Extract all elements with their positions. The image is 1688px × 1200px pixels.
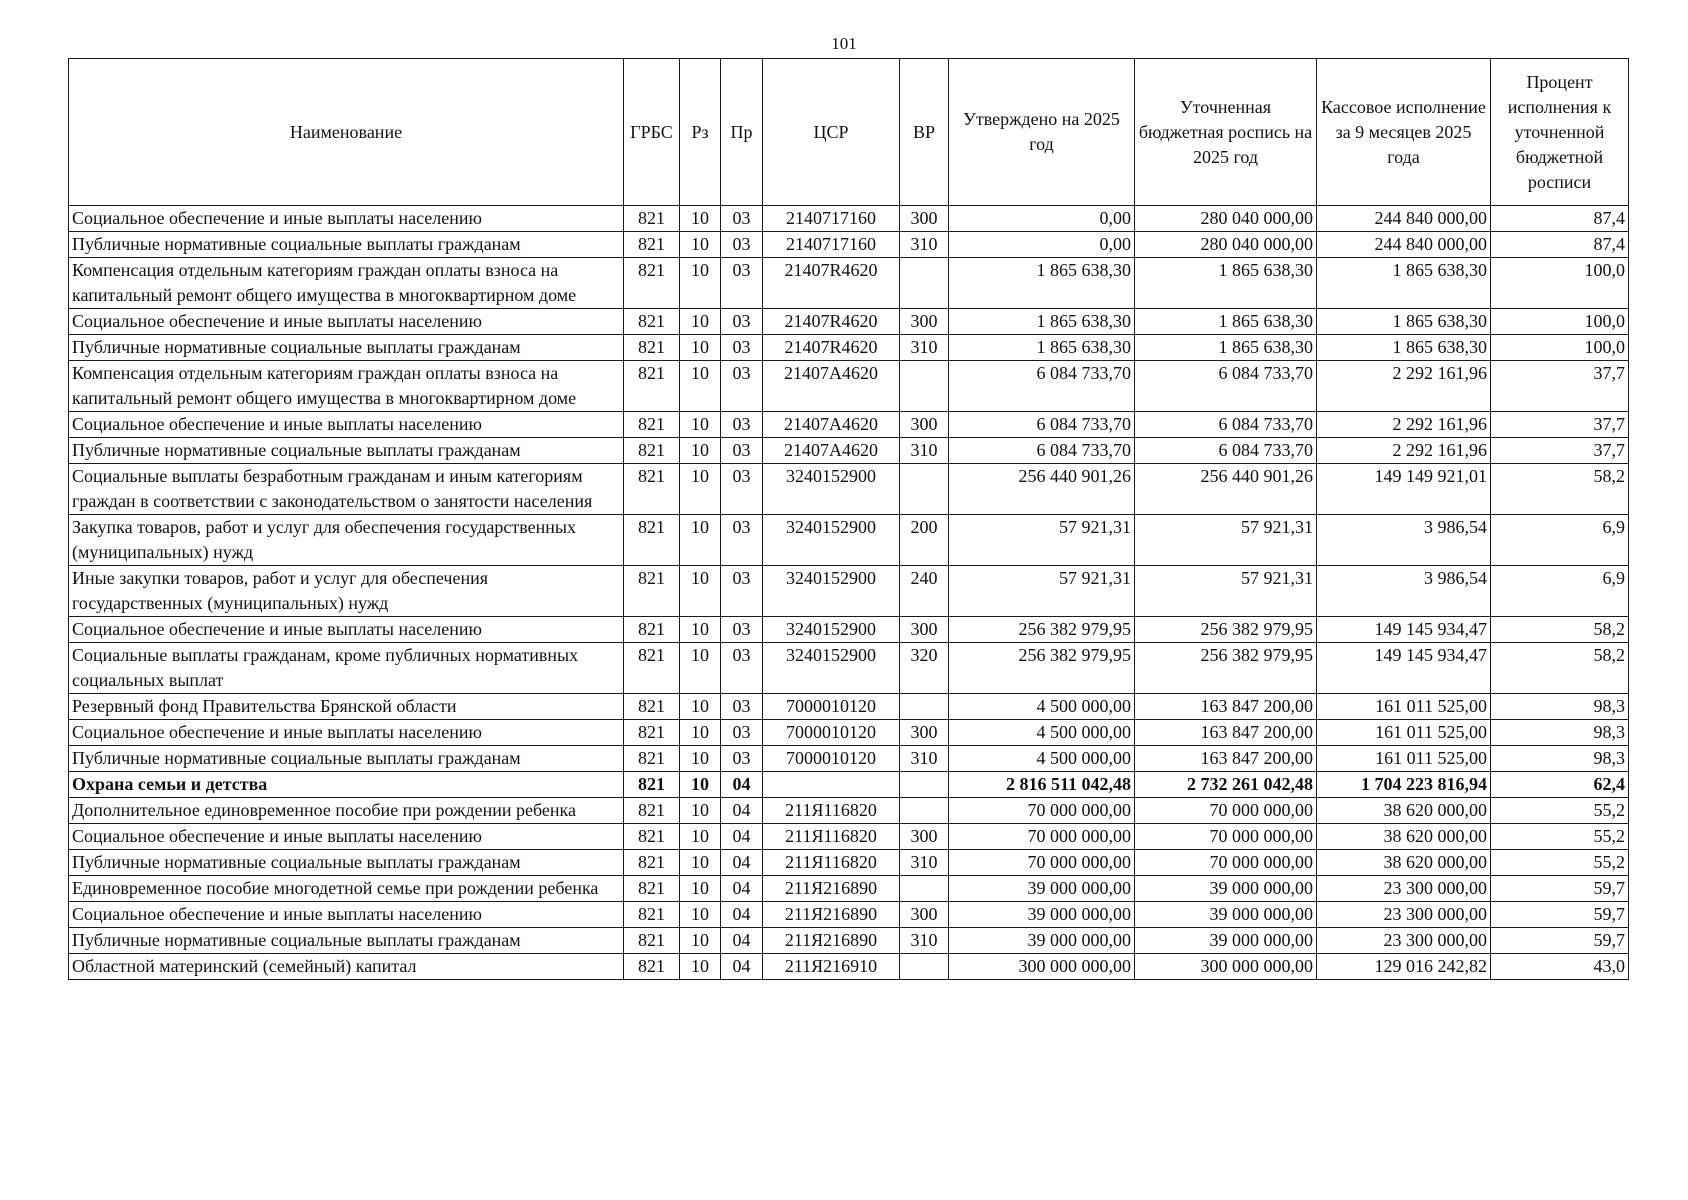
cell-pr: 03 xyxy=(721,515,763,566)
cell-cash: 149 149 921,01 xyxy=(1317,464,1491,515)
cell-name: Социальное обеспечение и иные выплаты населению xyxy=(69,824,624,850)
cell-csr: 21407А4620 xyxy=(763,412,900,438)
cell-pr: 04 xyxy=(721,876,763,902)
cell-cash: 161 011 525,00 xyxy=(1317,694,1491,720)
table-row xyxy=(69,772,1629,798)
cell-grbs: 821 xyxy=(624,798,680,824)
cell-rz: 10 xyxy=(680,438,721,464)
cell-percent: 100,0 xyxy=(1491,335,1629,361)
cell-percent: 37,7 xyxy=(1491,438,1629,464)
cell-percent: 98,3 xyxy=(1491,720,1629,746)
cell-percent: 62,4 xyxy=(1491,772,1629,798)
table-row xyxy=(69,928,1629,954)
cell-name: Дополнительное единовременное пособие при рождении ребенка xyxy=(69,798,624,824)
cell-percent: 6,9 xyxy=(1491,566,1629,617)
cell-csr: 7000010120 xyxy=(763,720,900,746)
cell-percent: 55,2 xyxy=(1491,824,1629,850)
cell-cash: 23 300 000,00 xyxy=(1317,928,1491,954)
cell-refined: 1 865 638,30 xyxy=(1135,335,1317,361)
cell-approved: 6 084 733,70 xyxy=(949,438,1135,464)
table-row xyxy=(69,206,1629,232)
table-row xyxy=(69,258,1629,309)
cell-csr: 211Я216890 xyxy=(763,902,900,928)
cell-name: Компенсация отдельным категориям граждан оплаты взноса на капитальный ремонт общего имущества в многоквартирном доме xyxy=(69,361,624,412)
cell-vr xyxy=(900,772,949,798)
cell-cash: 149 145 934,47 xyxy=(1317,617,1491,643)
cell-cash: 149 145 934,47 xyxy=(1317,643,1491,694)
cell-rz: 10 xyxy=(680,876,721,902)
cell-vr xyxy=(900,694,949,720)
cell-grbs: 821 xyxy=(624,772,680,798)
cell-rz: 10 xyxy=(680,361,721,412)
cell-grbs: 821 xyxy=(624,258,680,309)
cell-percent: 87,4 xyxy=(1491,232,1629,258)
cell-csr: 3240152900 xyxy=(763,515,900,566)
cell-cash: 161 011 525,00 xyxy=(1317,720,1491,746)
cell-percent: 6,9 xyxy=(1491,515,1629,566)
cell-percent: 58,2 xyxy=(1491,617,1629,643)
cell-rz: 10 xyxy=(680,746,721,772)
cell-rz: 10 xyxy=(680,824,721,850)
cell-rz: 10 xyxy=(680,772,721,798)
cell-cash: 244 840 000,00 xyxy=(1317,232,1491,258)
cell-refined: 280 040 000,00 xyxy=(1135,232,1317,258)
cell-pr: 04 xyxy=(721,772,763,798)
cell-cash: 161 011 525,00 xyxy=(1317,746,1491,772)
cell-percent: 58,2 xyxy=(1491,643,1629,694)
cell-refined: 256 382 979,95 xyxy=(1135,643,1317,694)
cell-percent: 58,2 xyxy=(1491,464,1629,515)
cell-cash: 23 300 000,00 xyxy=(1317,902,1491,928)
cell-name: Публичные нормативные социальные выплаты гражданам xyxy=(69,746,624,772)
cell-rz: 10 xyxy=(680,928,721,954)
cell-csr: 21407R4620 xyxy=(763,335,900,361)
table-row xyxy=(69,643,1629,694)
cell-rz: 10 xyxy=(680,954,721,980)
cell-rz: 10 xyxy=(680,643,721,694)
cell-pr: 03 xyxy=(721,232,763,258)
cell-approved: 57 921,31 xyxy=(949,515,1135,566)
cell-name: Социальные выплаты гражданам, кроме публичных нормативных социальных выплат xyxy=(69,643,624,694)
cell-vr: 310 xyxy=(900,746,949,772)
table-row xyxy=(69,720,1629,746)
table-header-row xyxy=(69,59,1629,206)
cell-name: Социальное обеспечение и иные выплаты населению xyxy=(69,309,624,335)
cell-csr: 3240152900 xyxy=(763,464,900,515)
cell-percent: 59,7 xyxy=(1491,928,1629,954)
cell-refined: 70 000 000,00 xyxy=(1135,850,1317,876)
table-row xyxy=(69,464,1629,515)
cell-csr: 21407А4620 xyxy=(763,438,900,464)
cell-vr xyxy=(900,258,949,309)
cell-rz: 10 xyxy=(680,617,721,643)
cell-grbs: 821 xyxy=(624,412,680,438)
cell-csr: 3240152900 xyxy=(763,566,900,617)
cell-percent: 37,7 xyxy=(1491,412,1629,438)
cell-approved: 256 382 979,95 xyxy=(949,643,1135,694)
cell-refined: 6 084 733,70 xyxy=(1135,412,1317,438)
cell-name: Публичные нормативные социальные выплаты гражданам xyxy=(69,850,624,876)
cell-name: Социальные выплаты безработным гражданам и иным категориям граждан в соответствии с законодательством о занятости населения xyxy=(69,464,624,515)
cell-pr: 03 xyxy=(721,643,763,694)
cell-vr: 240 xyxy=(900,566,949,617)
cell-grbs: 821 xyxy=(624,902,680,928)
table-row xyxy=(69,746,1629,772)
cell-name: Охрана семьи и детства xyxy=(69,772,624,798)
cell-cash: 2 292 161,96 xyxy=(1317,438,1491,464)
cell-pr: 03 xyxy=(721,335,763,361)
cell-approved: 1 865 638,30 xyxy=(949,309,1135,335)
cell-vr: 320 xyxy=(900,643,949,694)
cell-approved: 4 500 000,00 xyxy=(949,720,1135,746)
cell-rz: 10 xyxy=(680,206,721,232)
cell-cash: 1 865 638,30 xyxy=(1317,335,1491,361)
cell-approved: 256 440 901,26 xyxy=(949,464,1135,515)
cell-rz: 10 xyxy=(680,232,721,258)
cell-vr: 300 xyxy=(900,824,949,850)
table-row xyxy=(69,694,1629,720)
table-row xyxy=(69,232,1629,258)
header-approved: Утверждено на 2025 год xyxy=(949,59,1135,206)
cell-percent: 98,3 xyxy=(1491,746,1629,772)
cell-grbs: 821 xyxy=(624,515,680,566)
cell-vr xyxy=(900,954,949,980)
cell-grbs: 821 xyxy=(624,335,680,361)
cell-rz: 10 xyxy=(680,258,721,309)
cell-approved: 70 000 000,00 xyxy=(949,798,1135,824)
cell-grbs: 821 xyxy=(624,309,680,335)
cell-rz: 10 xyxy=(680,412,721,438)
cell-grbs: 821 xyxy=(624,232,680,258)
cell-grbs: 821 xyxy=(624,361,680,412)
cell-vr xyxy=(900,361,949,412)
table-row xyxy=(69,876,1629,902)
header-vr: ВР xyxy=(900,59,949,206)
cell-refined: 57 921,31 xyxy=(1135,566,1317,617)
cell-percent: 87,4 xyxy=(1491,206,1629,232)
cell-refined: 163 847 200,00 xyxy=(1135,694,1317,720)
header-csr: ЦСР xyxy=(763,59,900,206)
cell-name: Социальное обеспечение и иные выплаты населению xyxy=(69,617,624,643)
table-row xyxy=(69,798,1629,824)
cell-approved: 256 382 979,95 xyxy=(949,617,1135,643)
cell-csr: 211Я116820 xyxy=(763,850,900,876)
table-row xyxy=(69,438,1629,464)
cell-vr: 310 xyxy=(900,928,949,954)
cell-refined: 39 000 000,00 xyxy=(1135,928,1317,954)
cell-cash: 1 865 638,30 xyxy=(1317,309,1491,335)
cell-approved: 0,00 xyxy=(949,206,1135,232)
cell-name: Областной материнский (семейный) капитал xyxy=(69,954,624,980)
header-name: Наименование xyxy=(69,59,624,206)
cell-grbs: 821 xyxy=(624,824,680,850)
header-refined: Уточненная бюджетная роспись на 2025 год xyxy=(1135,59,1317,206)
cell-csr: 2140717160 xyxy=(763,206,900,232)
cell-approved: 4 500 000,00 xyxy=(949,746,1135,772)
cell-pr: 03 xyxy=(721,566,763,617)
cell-cash: 244 840 000,00 xyxy=(1317,206,1491,232)
cell-name: Компенсация отдельным категориям граждан оплаты взноса на капитальный ремонт общего имущества в многоквартирном доме xyxy=(69,258,624,309)
table-row xyxy=(69,902,1629,928)
cell-vr: 310 xyxy=(900,335,949,361)
cell-percent: 43,0 xyxy=(1491,954,1629,980)
cell-percent: 100,0 xyxy=(1491,309,1629,335)
cell-csr: 211Я216910 xyxy=(763,954,900,980)
cell-grbs: 821 xyxy=(624,617,680,643)
cell-cash: 2 292 161,96 xyxy=(1317,412,1491,438)
cell-vr xyxy=(900,798,949,824)
cell-rz: 10 xyxy=(680,464,721,515)
cell-refined: 300 000 000,00 xyxy=(1135,954,1317,980)
cell-vr xyxy=(900,464,949,515)
cell-vr: 300 xyxy=(900,617,949,643)
cell-refined: 280 040 000,00 xyxy=(1135,206,1317,232)
table-row xyxy=(69,850,1629,876)
cell-percent: 55,2 xyxy=(1491,850,1629,876)
cell-cash: 38 620 000,00 xyxy=(1317,850,1491,876)
cell-grbs: 821 xyxy=(624,464,680,515)
cell-percent: 59,7 xyxy=(1491,902,1629,928)
cell-pr: 03 xyxy=(721,694,763,720)
cell-csr: 2140717160 xyxy=(763,232,900,258)
cell-pr: 03 xyxy=(721,309,763,335)
cell-pr: 03 xyxy=(721,258,763,309)
cell-csr: 3240152900 xyxy=(763,643,900,694)
cell-refined: 256 382 979,95 xyxy=(1135,617,1317,643)
cell-name: Резервный фонд Правительства Брянской области xyxy=(69,694,624,720)
cell-refined: 1 865 638,30 xyxy=(1135,258,1317,309)
cell-vr: 300 xyxy=(900,206,949,232)
cell-vr: 310 xyxy=(900,232,949,258)
cell-approved: 1 865 638,30 xyxy=(949,335,1135,361)
cell-vr: 300 xyxy=(900,720,949,746)
cell-approved: 0,00 xyxy=(949,232,1135,258)
cell-name: Публичные нормативные социальные выплаты гражданам xyxy=(69,232,624,258)
cell-vr: 310 xyxy=(900,850,949,876)
cell-rz: 10 xyxy=(680,902,721,928)
cell-approved: 39 000 000,00 xyxy=(949,876,1135,902)
cell-rz: 10 xyxy=(680,798,721,824)
table-row xyxy=(69,617,1629,643)
budget-table xyxy=(68,58,1629,980)
cell-refined: 39 000 000,00 xyxy=(1135,902,1317,928)
cell-pr: 03 xyxy=(721,720,763,746)
cell-percent: 98,3 xyxy=(1491,694,1629,720)
cell-approved: 70 000 000,00 xyxy=(949,850,1135,876)
table-row xyxy=(69,515,1629,566)
header-cash: Кассовое исполнение за 9 месяцев 2025 года xyxy=(1317,59,1491,206)
cell-rz: 10 xyxy=(680,309,721,335)
cell-name: Социальное обеспечение и иные выплаты населению xyxy=(69,720,624,746)
cell-approved: 6 084 733,70 xyxy=(949,361,1135,412)
table-row xyxy=(69,566,1629,617)
cell-approved: 39 000 000,00 xyxy=(949,928,1135,954)
cell-vr: 300 xyxy=(900,309,949,335)
cell-name: Социальное обеспечение и иные выплаты населению xyxy=(69,412,624,438)
cell-approved: 4 500 000,00 xyxy=(949,694,1135,720)
cell-refined: 39 000 000,00 xyxy=(1135,876,1317,902)
cell-csr: 21407А4620 xyxy=(763,361,900,412)
cell-approved: 70 000 000,00 xyxy=(949,824,1135,850)
cell-name: Публичные нормативные социальные выплаты гражданам xyxy=(69,438,624,464)
cell-percent: 100,0 xyxy=(1491,258,1629,309)
cell-grbs: 821 xyxy=(624,206,680,232)
cell-csr: 3240152900 xyxy=(763,617,900,643)
page-number: 101 xyxy=(831,34,857,53)
cell-refined: 2 732 261 042,48 xyxy=(1135,772,1317,798)
cell-pr: 03 xyxy=(721,438,763,464)
cell-pr: 04 xyxy=(721,824,763,850)
cell-approved: 300 000 000,00 xyxy=(949,954,1135,980)
cell-pr: 04 xyxy=(721,798,763,824)
cell-refined: 163 847 200,00 xyxy=(1135,720,1317,746)
cell-rz: 10 xyxy=(680,720,721,746)
cell-name: Единовременное пособие многодетной семье при рождении ребенка xyxy=(69,876,624,902)
cell-refined: 1 865 638,30 xyxy=(1135,309,1317,335)
cell-vr: 310 xyxy=(900,438,949,464)
cell-vr xyxy=(900,876,949,902)
cell-refined: 57 921,31 xyxy=(1135,515,1317,566)
cell-grbs: 821 xyxy=(624,746,680,772)
cell-cash: 1 704 223 816,94 xyxy=(1317,772,1491,798)
table-row xyxy=(69,309,1629,335)
cell-approved: 2 816 511 042,48 xyxy=(949,772,1135,798)
cell-name: Публичные нормативные социальные выплаты гражданам xyxy=(69,928,624,954)
cell-csr: 211Я116820 xyxy=(763,824,900,850)
cell-grbs: 821 xyxy=(624,694,680,720)
cell-grbs: 821 xyxy=(624,566,680,617)
cell-percent: 55,2 xyxy=(1491,798,1629,824)
cell-refined: 70 000 000,00 xyxy=(1135,798,1317,824)
cell-cash: 129 016 242,82 xyxy=(1317,954,1491,980)
cell-rz: 10 xyxy=(680,515,721,566)
cell-grbs: 821 xyxy=(624,928,680,954)
cell-grbs: 821 xyxy=(624,954,680,980)
cell-grbs: 821 xyxy=(624,643,680,694)
cell-approved: 39 000 000,00 xyxy=(949,902,1135,928)
cell-refined: 163 847 200,00 xyxy=(1135,746,1317,772)
cell-approved: 6 084 733,70 xyxy=(949,412,1135,438)
cell-pr: 03 xyxy=(721,464,763,515)
cell-pr: 04 xyxy=(721,928,763,954)
cell-cash: 2 292 161,96 xyxy=(1317,361,1491,412)
cell-pr: 03 xyxy=(721,206,763,232)
cell-refined: 6 084 733,70 xyxy=(1135,361,1317,412)
cell-vr: 200 xyxy=(900,515,949,566)
cell-cash: 38 620 000,00 xyxy=(1317,798,1491,824)
cell-csr: 7000010120 xyxy=(763,694,900,720)
cell-cash: 1 865 638,30 xyxy=(1317,258,1491,309)
table-row xyxy=(69,954,1629,980)
cell-percent: 37,7 xyxy=(1491,361,1629,412)
table-body xyxy=(69,206,1629,980)
cell-rz: 10 xyxy=(680,850,721,876)
table-row xyxy=(69,824,1629,850)
cell-name: Социальное обеспечение и иные выплаты населению xyxy=(69,206,624,232)
cell-grbs: 821 xyxy=(624,850,680,876)
cell-csr: 21407R4620 xyxy=(763,309,900,335)
table-row xyxy=(69,361,1629,412)
cell-refined: 256 440 901,26 xyxy=(1135,464,1317,515)
cell-pr: 04 xyxy=(721,902,763,928)
cell-cash: 23 300 000,00 xyxy=(1317,876,1491,902)
cell-csr: 7000010120 xyxy=(763,746,900,772)
cell-cash: 38 620 000,00 xyxy=(1317,824,1491,850)
cell-rz: 10 xyxy=(680,694,721,720)
cell-refined: 6 084 733,70 xyxy=(1135,438,1317,464)
cell-pr: 03 xyxy=(721,746,763,772)
header-percent: Процент исполнения к уточненной бюджетной росписи xyxy=(1491,59,1629,206)
cell-pr: 04 xyxy=(721,850,763,876)
cell-grbs: 821 xyxy=(624,438,680,464)
cell-csr xyxy=(763,772,900,798)
table-row xyxy=(69,335,1629,361)
cell-cash: 3 986,54 xyxy=(1317,566,1491,617)
cell-cash: 3 986,54 xyxy=(1317,515,1491,566)
cell-percent: 59,7 xyxy=(1491,876,1629,902)
cell-pr: 04 xyxy=(721,954,763,980)
cell-name: Публичные нормативные социальные выплаты гражданам xyxy=(69,335,624,361)
header-grbs: ГРБС xyxy=(624,59,680,206)
header-rz: Рз xyxy=(680,59,721,206)
cell-approved: 1 865 638,30 xyxy=(949,258,1135,309)
cell-csr: 211Я216890 xyxy=(763,928,900,954)
cell-rz: 10 xyxy=(680,335,721,361)
cell-vr: 300 xyxy=(900,902,949,928)
cell-approved: 57 921,31 xyxy=(949,566,1135,617)
cell-csr: 211Я216890 xyxy=(763,876,900,902)
cell-csr: 211Я116820 xyxy=(763,798,900,824)
cell-name: Иные закупки товаров, работ и услуг для обеспечения государственных (муниципальных) нужд xyxy=(69,566,624,617)
header-pr: Пр xyxy=(721,59,763,206)
cell-pr: 03 xyxy=(721,617,763,643)
cell-name: Закупка товаров, работ и услуг для обеспечения государственных (муниципальных) нужд xyxy=(69,515,624,566)
cell-pr: 03 xyxy=(721,412,763,438)
cell-rz: 10 xyxy=(680,566,721,617)
cell-csr: 21407R4620 xyxy=(763,258,900,309)
cell-pr: 03 xyxy=(721,361,763,412)
cell-grbs: 821 xyxy=(624,876,680,902)
table-row xyxy=(69,412,1629,438)
cell-name: Социальное обеспечение и иные выплаты населению xyxy=(69,902,624,928)
cell-vr: 300 xyxy=(900,412,949,438)
cell-grbs: 821 xyxy=(624,720,680,746)
cell-refined: 70 000 000,00 xyxy=(1135,824,1317,850)
